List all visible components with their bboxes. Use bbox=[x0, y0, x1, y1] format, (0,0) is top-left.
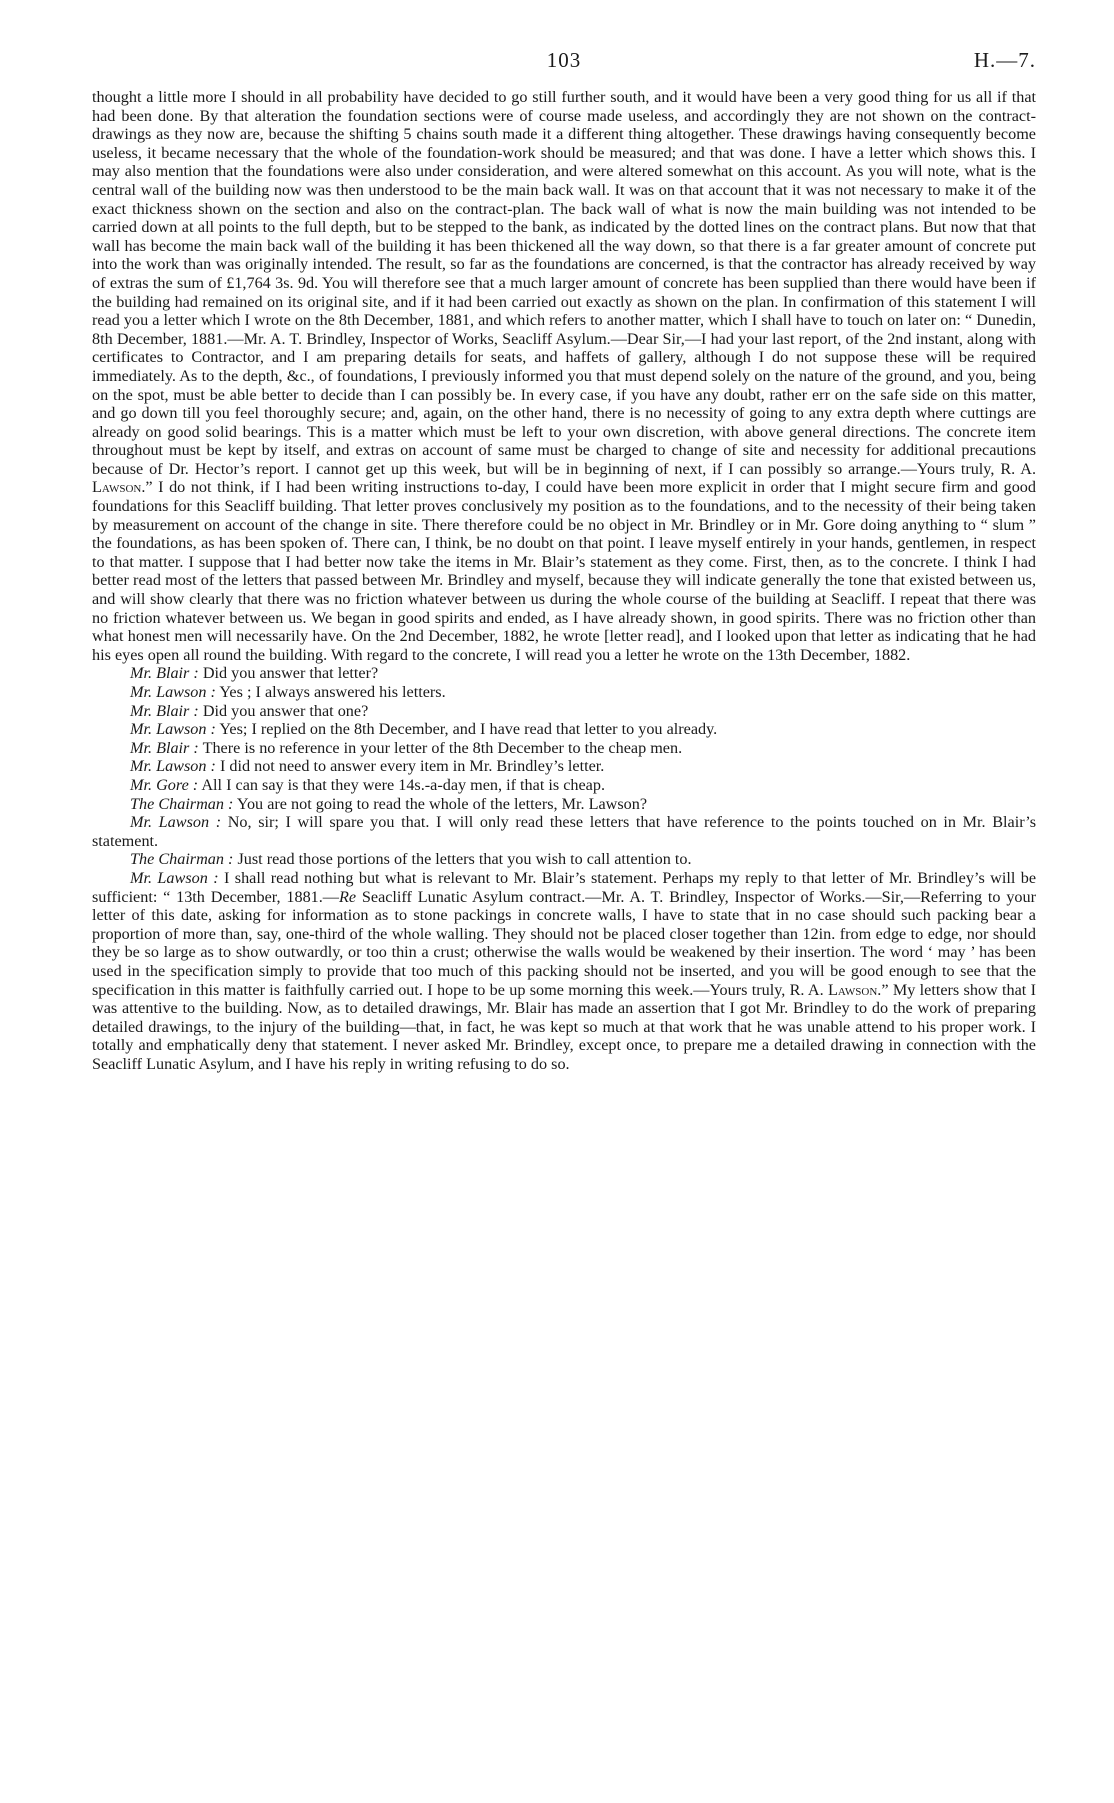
dialogue-text: You are not going to read the whole of the letters, Mr. Lawson? bbox=[236, 794, 648, 813]
speaker-name: Mr. Lawson : bbox=[130, 868, 219, 887]
paragraph-continuation: ” I do not think, if I had been writing instructions to-day, I could have been more explicit in order that I might secure firm and good foundations for this Seacliff building. That letter proves conclusively my position as to the foundations, and to the necessity of their being taken by measurement on account of the change in site. There therefore could be no object in Mr. Brindley or in Mr. Gore doing anything to “ slum ” the foundations, as has been spoken of. There can, I think, be no doubt on that point. I leave myself entirely in your hands, gentlemen, in respect to that matter. I suppose that I had better now take the items in Mr. Blair’s statement as they come. First, then, as to the concrete. I think I had better read most of the letters that passed between Mr. Brindley and myself, because they will indicate generally the tone that existed between us, and will show clearly that there was no friction whatever between us during the whole course of the building at Seacliff. I repeat that there was no friction whatever between us. We began in good spirits and ended, as I have already shown, in good spirits. There was no friction other than what honest men will necessarily have. On the 2nd December, 1882, he wrote [letter read], and I looked upon that letter as indicating that he had his eyes open all round the building. With regard to the concrete, I will read you a letter he wrote on the 13th December, 1882. bbox=[92, 478, 1036, 664]
dialogue-line bbox=[92, 702, 1036, 721]
speaker-name: The Chairman : bbox=[130, 850, 234, 869]
speaker-name: Mr. Blair : bbox=[130, 664, 199, 683]
paragraph-main bbox=[92, 88, 1036, 664]
dialogue-continuation: ” My letters show that I was attentive to the building. Now, as to detailed drawings, Mr. Blair has made an assertion that I got Mr. Brindley to do the work of preparing detailed drawings, to the injury of the building—that, in fact, he was kept so much at that work that he was unable attend to his proper work. I totally and emphatically deny that statement. I never asked Mr. Brindley, except once, to prepare me a detailed drawing in connection with the Seacliff Lunatic Asylum, and I have his reply in writing refusing to do so. bbox=[92, 980, 1037, 1073]
body-text bbox=[92, 88, 1036, 1073]
speaker-name: Mr. Blair : bbox=[130, 701, 199, 720]
dialogue-line bbox=[92, 739, 1036, 758]
dialogue-text: No, sir; I will spare you that. I will only read these letters that have reference to the points touched on in Mr. Blair’s statement. bbox=[92, 813, 1037, 850]
document-reference: H.—7. bbox=[973, 48, 1036, 72]
dialogue-text: I shall read nothing but what is relevant to Mr. Blair’s statement. Perhaps my reply to that letter of Mr. Brindley’s will be sufficient: “ 13th December, 1881.— bbox=[92, 868, 1036, 906]
speaker-name: The Chairman : bbox=[130, 794, 234, 813]
dialogue-text: I did not need to answer every item in Mr. Brindley’s letter. bbox=[219, 757, 605, 776]
signature-name: Lawson. bbox=[827, 980, 882, 999]
page-header bbox=[92, 48, 1036, 88]
dialogue-text-continued: Seacliff Lunatic Asylum contract.—Mr. A. T. Brindley, Inspector of Works.—Sir,—Referring to your letter of this date, asking for information as to stone packings in concrete walls, I have to state that in no case should such packing bear a proportion of more than, say, one-third of the whole walling. They should not be placed closer together than 12in. from edge to edge, nor should they be so large as to show outwardly, or too thin a crust; otherwise the walls would be weakened by their insertion. The word ‘ may ’ has been used in the specification simply to provide that too much of this packing should not be inserted, and you will be good enough to see that the specification in this matter is faithfully carried out. I hope to be up some morning this week.—Yours truly, R. A. bbox=[92, 887, 1036, 999]
dialogue-line bbox=[92, 664, 1036, 683]
speaker-name: Mr. Blair : bbox=[130, 738, 199, 757]
dialogue-text: All I can say is that they were 14s.-a-day men, if that is cheap. bbox=[201, 775, 605, 794]
dialogue-line bbox=[92, 869, 1036, 1074]
speaker-name: Mr. Lawson : bbox=[130, 720, 216, 739]
italic-reference: Re bbox=[339, 887, 357, 906]
dialogue-line bbox=[92, 776, 1036, 795]
dialogue-line bbox=[92, 683, 1036, 702]
dialogue-line bbox=[92, 813, 1036, 850]
dialogue-text: Did you answer that letter? bbox=[202, 664, 379, 683]
dialogue-text: Did you answer that one? bbox=[202, 701, 369, 720]
signature-name: Lawson. bbox=[92, 478, 146, 497]
speaker-name: Mr. Gore : bbox=[130, 775, 199, 794]
dialogue-line bbox=[92, 757, 1036, 776]
document-page bbox=[92, 48, 1036, 1073]
speaker-name: Mr. Lawson : bbox=[130, 813, 222, 832]
paragraph-text: thought a little more I should in all probability have decided to go still further south, and it would have been a very good thing for us all if that had been done. By that alteration the foundation sections were of course made useless, and accordingly they are not shown on the contract-drawings as they now are, because the shifting 5 chains south made it a different thing altogether. These drawings having consequently become useless, it became necessary that the whole of the foundation-work should be measured; and that was done. I have a letter which shows this. I may also mention that the foundations were also under consideration, and were altered somewhat on this account. As you will note, what is the central wall of the building now was then understood to be the main back wall. It was on that account that it was not necessary to make it of the exact thickness shown on the section and also on the contract-plan. The back wall of what is now the main building was not intended to be carried down at all points to the full depth, but to be stepped to the bank, as indicated by the dotted lines on the contract plans. But now that that wall has become the main back wall of the building it has been thickened all the way down, so that there is a far greater amount of concrete put into the work than was originally intended. The result, so far as the foundations are concerned, is that the contractor has already received by way of extras the sum of £1,764 3s. 9d. You will therefore see that a much larger amount of concrete has been supplied than there would have been if the building had remained on its original site, and if it had been carried out exactly as shown on the plan. In confirmation of this statement I will read you a letter which I wrote on the 8th December, 1881, and which refers to another matter, which I shall have to touch on later on: “ Dunedin, 8th December, 1881.—Mr. A. T. Brindley, Inspector of Works, Seacliff Asylum.—Dear Sir,—I had your last report, of the 2nd instant, along with certificates to Contractor, and I am preparing details for seats, and haffets of gallery, although I do not suppose these will be required immediately. As to the depth, &c., of foundations, I previously informed you that must depend solely on the nature of the ground, and you, being on the spot, must be able better to decide than I can possibly be. In every case, if you have any doubt, rather err on the safe side on this matter, and go down till you feel thoroughly secure; and, again, on the other hand, there is no necessity of going to any extra depth where cuttings are already on good solid bearings. This is a matter which must be left to your own discretion, with above general directions. The concrete item throughout must be kept by itself, and extras on account of same must be charged to change of site and necessity for additional precautions because of Dr. Hector’s report. I cannot get up this week, but will be in beginning of next, if I can possibly so arrange.—Yours truly, R. A. bbox=[92, 88, 1036, 478]
dialogue-text: Just read those portions of the letters that you wish to call attention to. bbox=[237, 850, 692, 869]
dialogue-text: Yes ; I always answered his letters. bbox=[219, 683, 446, 701]
speaker-name: Mr. Lawson : bbox=[130, 683, 216, 701]
speaker-name: Mr. Lawson : bbox=[130, 757, 216, 776]
dialogue-line bbox=[92, 850, 1036, 869]
page-number: 103 bbox=[546, 48, 582, 72]
dialogue-text: Yes; I replied on the 8th December, and I have read that letter to you already. bbox=[219, 720, 718, 739]
dialogue-line bbox=[92, 795, 1036, 814]
dialogue-line bbox=[92, 720, 1036, 739]
dialogue-text: There is no reference in your letter of the 8th December to the cheap men. bbox=[202, 738, 683, 757]
